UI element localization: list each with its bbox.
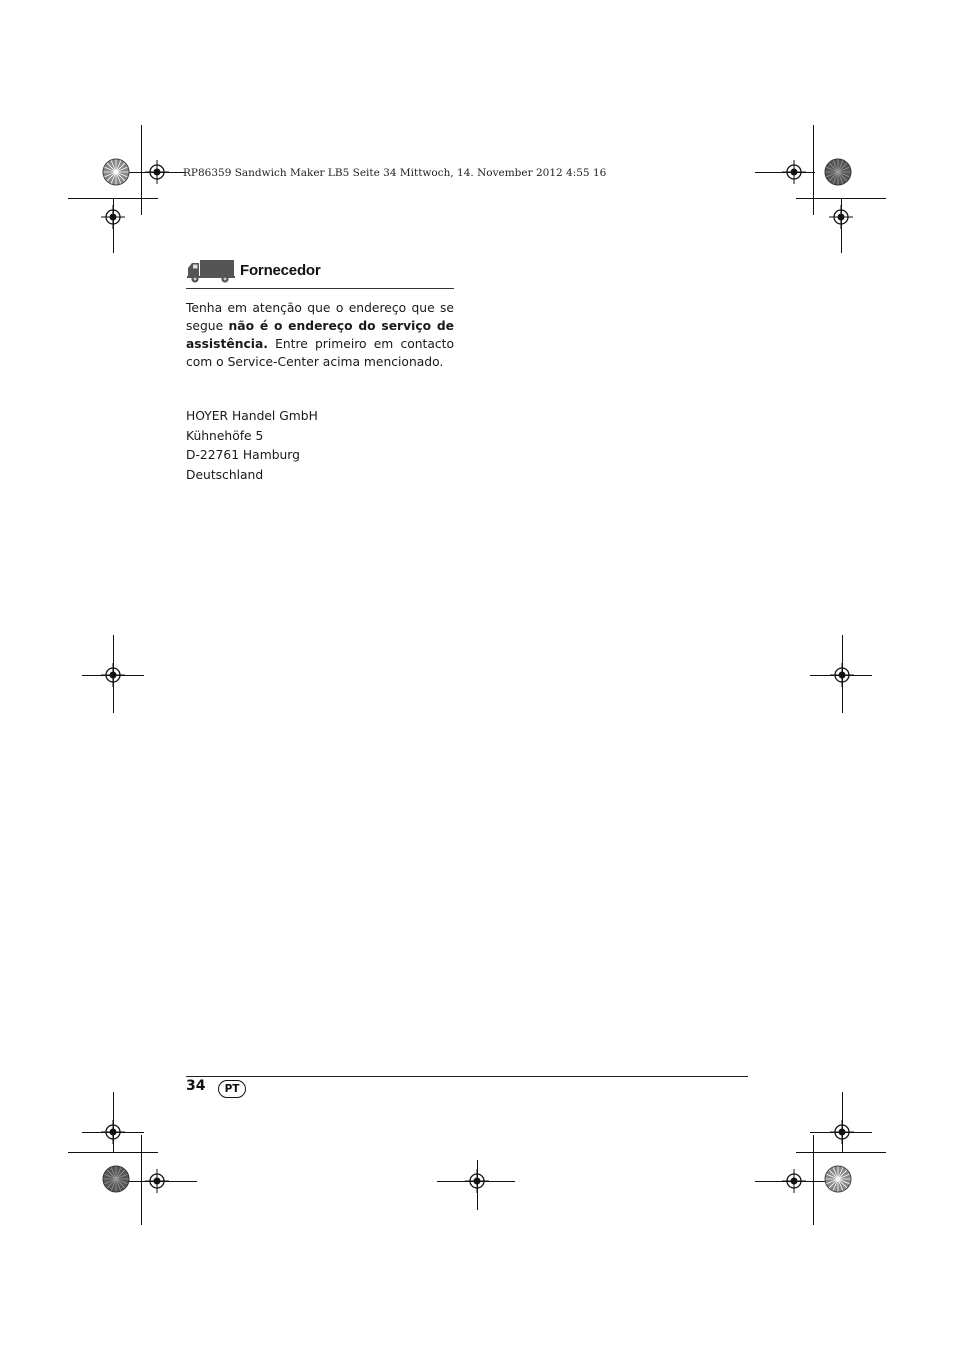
registration-mark-icon bbox=[101, 205, 125, 229]
section-title: Fornecedor bbox=[240, 262, 321, 279]
crop-line bbox=[813, 1135, 814, 1225]
page-number: 34 bbox=[186, 1078, 206, 1094]
star-target-icon bbox=[824, 158, 852, 186]
crop-line bbox=[141, 125, 142, 215]
language-badge: PT bbox=[218, 1080, 246, 1098]
registration-mark-icon bbox=[782, 160, 806, 184]
crop-line bbox=[813, 125, 814, 215]
crop-line bbox=[141, 1135, 142, 1225]
address-block bbox=[186, 407, 486, 485]
address-company: HOYER Handel GmbH bbox=[186, 409, 318, 423]
registration-mark-icon bbox=[830, 1120, 854, 1144]
print-slug-line: RP86359 Sandwich Maker LB5 Seite 34 Mittwoch, 14. November 2012 4:55 16 bbox=[183, 167, 607, 179]
crop-line bbox=[796, 1152, 886, 1153]
footer-rule bbox=[186, 1076, 748, 1077]
body-paragraph bbox=[186, 299, 454, 371]
body-text-part2: Entre primeiro em contacto com o Service-Center acima mencionado. bbox=[186, 337, 454, 369]
star-target-icon bbox=[102, 1165, 130, 1193]
registration-mark-icon bbox=[465, 1169, 489, 1193]
registration-mark-icon bbox=[101, 663, 125, 687]
crop-line bbox=[68, 1152, 158, 1153]
truck-icon bbox=[186, 258, 236, 284]
registration-mark-icon bbox=[782, 1169, 806, 1193]
star-target-icon bbox=[824, 1165, 852, 1193]
registration-mark-icon bbox=[145, 1169, 169, 1193]
registration-mark-icon bbox=[145, 160, 169, 184]
address-street: Kühnehöfe 5 bbox=[186, 428, 264, 443]
section-heading bbox=[186, 258, 454, 289]
body-text-part1: Tenha em atenção que o endereço que se segue bbox=[186, 301, 454, 333]
star-target-icon bbox=[102, 158, 130, 186]
address-city: D-22761 Hamburg bbox=[186, 448, 300, 462]
body-text-bold: não é o endereço do serviço de assistência. bbox=[186, 319, 454, 351]
registration-mark-icon bbox=[101, 1120, 125, 1144]
address-country: Deutschland bbox=[186, 467, 264, 482]
registration-mark-icon bbox=[829, 205, 853, 229]
registration-mark-icon bbox=[830, 663, 854, 687]
